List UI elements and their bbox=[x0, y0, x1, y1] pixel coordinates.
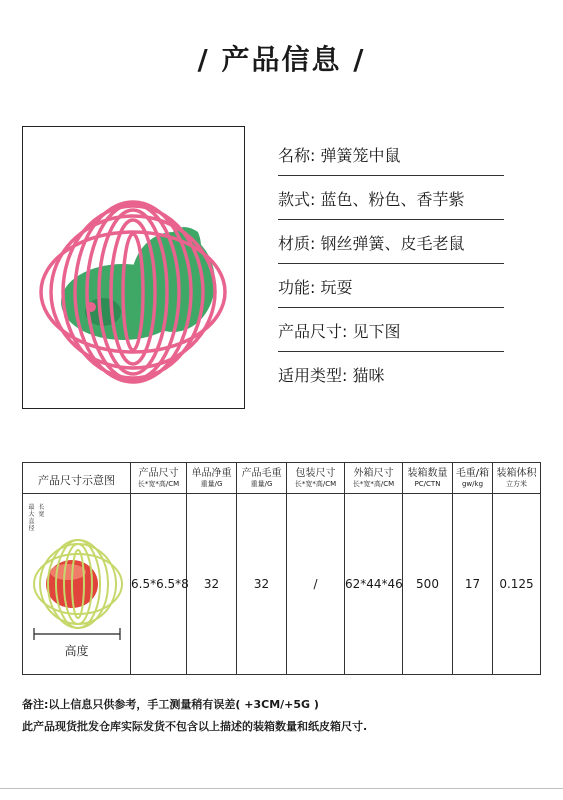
info-row-size: 产品尺寸: 见下图 bbox=[278, 308, 504, 352]
header-carton-weight: 毛重/箱 gw/kg bbox=[453, 463, 493, 494]
info-row-name: 名称: 弹簧笼中鼠 bbox=[278, 132, 504, 176]
bottom-divider bbox=[0, 788, 563, 789]
size-diagram-cell bbox=[23, 494, 131, 675]
info-row-material: 材质: 钢丝弹簧、皮毛老鼠 bbox=[278, 220, 504, 264]
cell-carton-weight: 17 bbox=[453, 494, 493, 675]
header-diagram: 产品尺寸示意图 bbox=[23, 463, 131, 494]
table-header-row bbox=[23, 463, 541, 494]
table-row bbox=[23, 494, 541, 675]
cell-carton-size: 62*44*46 bbox=[345, 494, 403, 675]
header-size: 产品尺寸 长*宽*高/CM bbox=[131, 463, 187, 494]
info-row-function: 功能: 玩耍 bbox=[278, 264, 504, 308]
cell-gross-weight: 32 bbox=[237, 494, 287, 675]
header-net-weight: 单品净重 重量/G bbox=[187, 463, 237, 494]
note-reference: 备注:以上信息只供参考，手工测量稍有误差( +3CM/+5G ) bbox=[22, 698, 319, 711]
note-shipping: 此产品现货批发仓库实际发货不包含以上描述的装箱数量和纸皮箱尺寸. bbox=[22, 720, 368, 733]
header-gross-weight: 产品毛重 重量/G bbox=[237, 463, 287, 494]
length-width-label: 长宽 bbox=[38, 504, 45, 518]
diagram-illustration bbox=[24, 494, 129, 644]
header-package-size: 包装尺寸 长*宽*高/CM bbox=[287, 463, 345, 494]
height-label: 高度 bbox=[64, 644, 89, 658]
spec-table bbox=[22, 462, 541, 675]
cell-size: 6.5*6.5*8 bbox=[131, 494, 187, 675]
cell-volume: 0.125 bbox=[493, 494, 541, 675]
cell-package-size: / bbox=[287, 494, 345, 675]
size-diagram bbox=[24, 494, 129, 674]
product-photo bbox=[22, 126, 245, 409]
info-row-style: 款式: 蓝色、粉色、香芋紫 bbox=[278, 176, 504, 220]
header-carton-size: 外箱尺寸 长*宽*高/CM bbox=[345, 463, 403, 494]
diameter-label: 最大直径 bbox=[28, 504, 35, 532]
cell-net-weight: 32 bbox=[187, 494, 237, 675]
header-quantity: 装箱数量 PC/CTN bbox=[403, 463, 453, 494]
page-title: / 产品信息 / bbox=[197, 43, 366, 76]
product-info-list bbox=[278, 132, 504, 396]
header-volume: 装箱体积 立方米 bbox=[493, 463, 541, 494]
info-row-applicable: 适用类型: 猫咪 bbox=[278, 366, 385, 385]
spring-cage-mouse-illustration bbox=[23, 127, 246, 410]
cell-quantity: 500 bbox=[403, 494, 453, 675]
